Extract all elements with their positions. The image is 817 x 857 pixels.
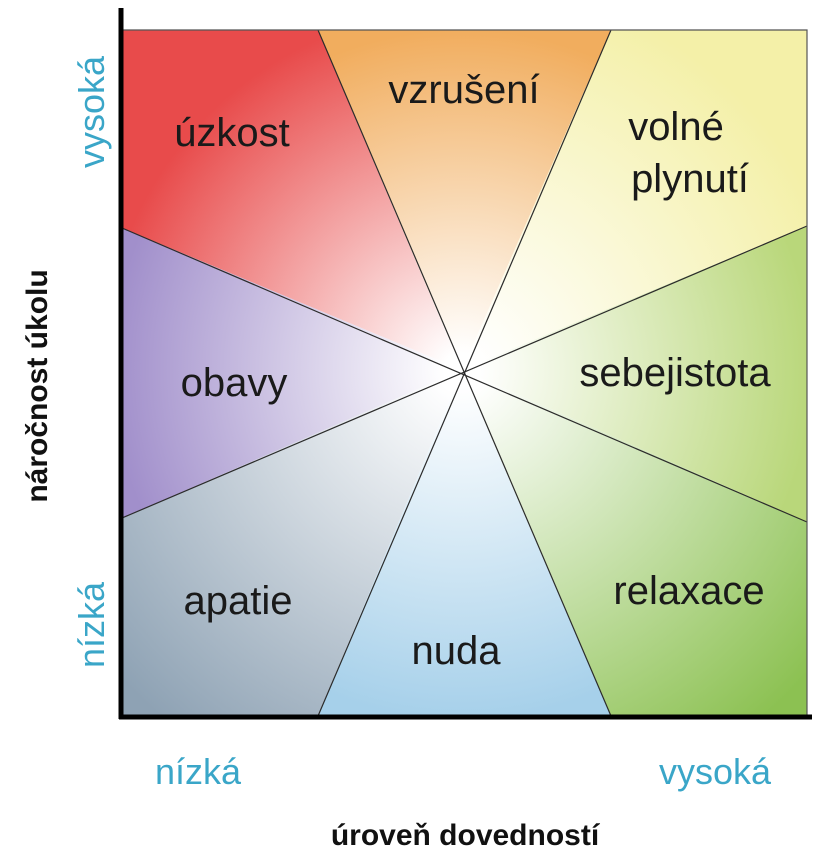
x-axis-high-label: vysoká xyxy=(658,751,772,792)
y-axis-low-label: nízká xyxy=(71,581,112,669)
y-axis-high-label: vysoká xyxy=(71,55,112,169)
label-obavy: obavy xyxy=(180,361,288,405)
x-axis-title: úroveň dovedností xyxy=(330,819,600,852)
label-plynuti: plynutí xyxy=(631,157,749,201)
y-axis-title: náročnost úkolu xyxy=(21,269,54,503)
label-relaxace: relaxace xyxy=(613,569,765,613)
label-uzkost: úzkost xyxy=(174,111,290,155)
label-volne: volné xyxy=(628,105,724,149)
label-sebejistota: sebejistota xyxy=(579,351,771,395)
label-vzruseni: vzrušení xyxy=(388,68,540,112)
label-nuda: nuda xyxy=(411,629,501,673)
label-apatie: apatie xyxy=(183,579,293,623)
x-axis-low-label: nízká xyxy=(154,751,242,792)
